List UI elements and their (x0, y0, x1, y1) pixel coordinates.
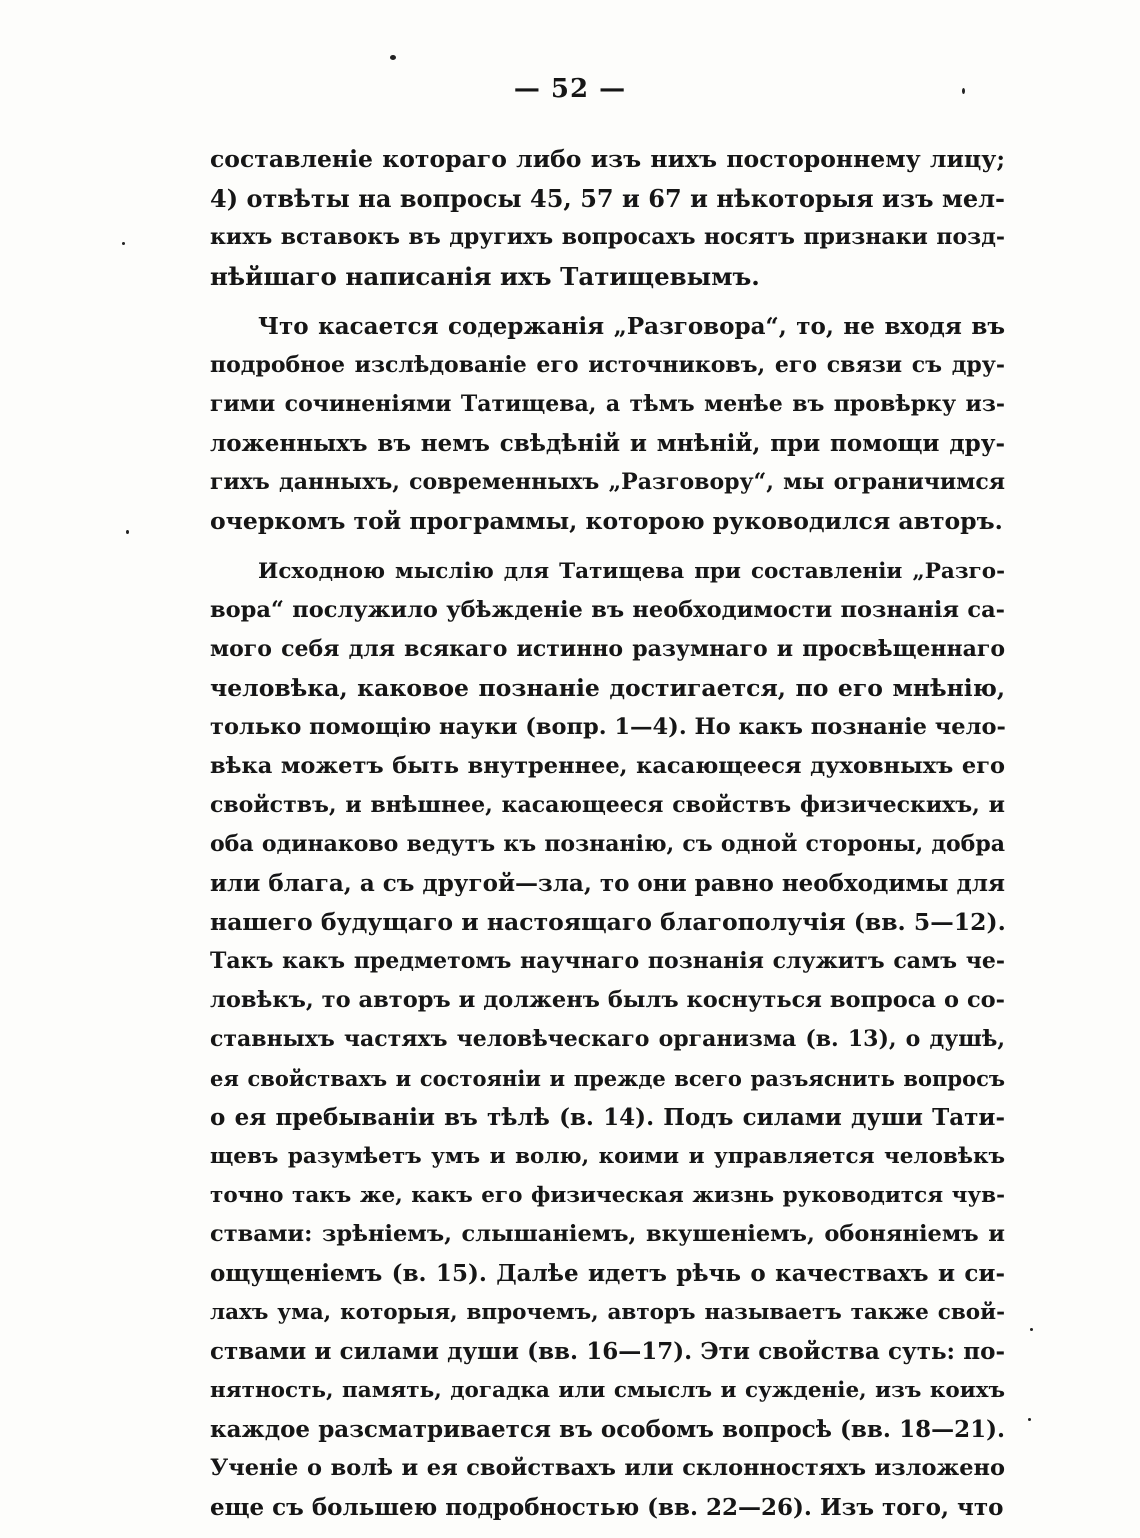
text-line: свойствъ, и внѣшнее, касающееся свойствъ физическихъ, и (210, 792, 1005, 818)
text-line: гихъ данныхъ, современныхъ „Разговору“, мы ограничимся (210, 469, 1005, 495)
paragraph (210, 552, 1005, 1527)
text-line: нятность, память, догадка или смыслъ и сужденіе, изъ коихъ (210, 1378, 1005, 1403)
text-line: Что касается содержанія „Разговора“, то, не входя въ (258, 313, 1005, 340)
ink-speck (1028, 1418, 1031, 1421)
text-line: или блага, а съ другой—зла, то они равно необходимы для (210, 870, 1005, 897)
ink-speck (390, 55, 396, 60)
text-line: ствами и силами души (вв. 16—17). Эти свойства суть: по- (210, 1338, 1005, 1365)
text-line: нѣйшаго написанія ихъ Татищевымъ. (210, 262, 760, 291)
text-line: нашего будущаго и настоящаго благополучія (вв. 5—12). (210, 908, 1006, 936)
text-line: ловѣкъ, то авторъ и долженъ былъ коснуться вопроса о со- (210, 987, 1005, 1013)
text-line: Исходною мыслію для Татищева при составленіи „Разго- (258, 559, 1005, 584)
text-line: еще съ большею подробностью (вв. 22—26). Изъ того, что (210, 1494, 1004, 1521)
text-line: точно такъ же, какъ его физическая жизнь руководится чув- (210, 1183, 1005, 1208)
text-line: кихъ вставокъ въ другихъ вопросахъ носятъ признаки позд- (210, 224, 1005, 250)
text-line: оба одинаково ведутъ къ познанію, съ одной стороны, добра (210, 831, 1005, 857)
paragraph (210, 307, 1005, 541)
paragraph (210, 140, 1005, 296)
ink-speck (122, 242, 125, 245)
text-line: Такъ какъ предметомъ научнаго познанія служитъ самъ че- (210, 948, 1005, 974)
text-body (210, 140, 1005, 1538)
text-line: только помощію науки (вопр. 1—4). Но какъ познаніе чело- (210, 714, 1006, 740)
text-line: очеркомъ той программы, которою руководился авторъ. (210, 507, 1003, 535)
text-line: человѣка, каковое познаніе достигается, по его мнѣнію, (210, 674, 1005, 702)
text-line: лахъ ума, которыя, впрочемъ, авторъ называетъ также свой- (210, 1300, 1005, 1325)
text-line: составленіе котораго либо изъ нихъ постороннему лицу; (210, 145, 1005, 173)
text-line: вѣка можетъ быть внутреннее, касающееся духовныхъ его (210, 753, 1005, 779)
text-line: гими сочиненіями Татищева, а тѣмъ менѣе въ провѣрку из- (210, 391, 1005, 417)
text-line: щевъ разумѣетъ умъ и волю, коими и управляется человѣкъ (210, 1144, 1005, 1169)
text-line: Ученіе о волѣ и ея свойствахъ или склонностяхъ изложено (210, 1455, 1005, 1481)
text-line: ощущеніемъ (в. 15). Далѣе идетъ рѣчь о качествахъ и си- (210, 1260, 1005, 1287)
ink-speck (126, 530, 129, 534)
text-line: ложенныхъ въ немъ свѣдѣній и мнѣній, при помощи дру- (210, 430, 1005, 457)
text-line: ея свойствахъ и состояніи и прежде всего разъяснить вопросъ (210, 1066, 1005, 1091)
text-line: каждое разсматривается въ особомъ вопросѣ (вв. 18—21). (210, 1416, 1005, 1443)
text-line: о ея пребываніи въ тѣлѣ (в. 14). Подъ силами души Тати- (210, 1104, 1005, 1131)
text-line: ствами: зрѣніемъ, слышаніемъ, вкушеніемъ, обоняніемъ и (210, 1221, 1005, 1247)
text-line: 4) отвѣты на вопросы 45, 57 и 67 и нѣкоторыя изъ мел- (210, 184, 1005, 213)
text-line: вора“ послужило убѣжденіе въ необходимости познанія са- (210, 597, 1005, 623)
text-line: мого себя для всякаго истинно разумнаго и просвѣщеннаго (210, 636, 1005, 662)
ink-speck (1030, 1328, 1033, 1331)
page-number: — 52 — (513, 74, 627, 104)
text-line: ставныхъ частяхъ человѣческаго организма (в. 13), о душѣ, (210, 1026, 1005, 1052)
text-line: подробное изслѣдованіе его источниковъ, его связи съ дру- (210, 352, 1005, 378)
